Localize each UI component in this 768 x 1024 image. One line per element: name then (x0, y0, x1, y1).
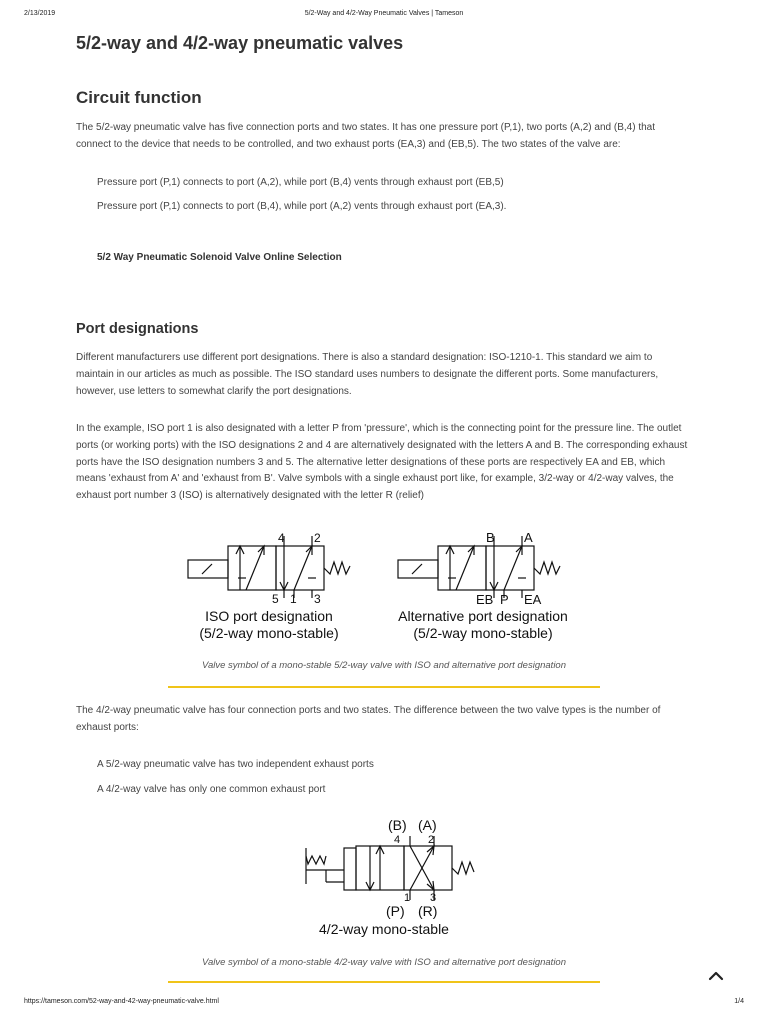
solenoid-actuator-icon (188, 560, 228, 578)
alt-top-port-a: A (524, 530, 533, 545)
exhaust-item: A 5/2-way pneumatic valve has two independent exhaust ports (97, 759, 374, 770)
section-heading-circuit: Circuit function (76, 88, 202, 107)
print-url: https://tameson.com/52-way-and-42-way-pneumatic-valve.html (24, 998, 219, 1005)
print-header (24, 10, 744, 22)
four-two-bottom-number-3: 3 (430, 892, 437, 904)
print-footer (24, 998, 744, 1010)
alternative-valve-symbol (398, 536, 560, 598)
state-item: Pressure port (P,1) connects to port (B,4), while port (A,2) vents through exhaust port (EA,3). (97, 201, 507, 212)
iso-bottom-port-3: 3 (314, 592, 321, 606)
ports-paragraph-1: Different manufacturers use different port designations. There is also a standard designation: ISO-1210-1. This standard we aim to maintain in our articles as much as possible. The ISO standard uses numbers to designate the different ports. Some manufacturers, however, use letters to somewhat clarify the port designations. (76, 352, 659, 397)
four-two-top-number-2: 2 (428, 834, 435, 846)
iso-bottom-port-5: 5 (272, 592, 279, 606)
four-two-bottom-number-1: 1 (404, 892, 411, 904)
exhaust-item: A 4/2-way valve has only one common exhaust port (97, 784, 326, 795)
spring-icon (324, 562, 350, 574)
iso-top-port-2: 2 (314, 531, 321, 545)
four-two-top-number-4: 4 (394, 834, 401, 846)
four-two-top-letter-b: (B) (388, 817, 407, 833)
alt-bottom-port-ea: EA (524, 592, 542, 607)
iso-figure-subtitle: (5/2-way mono-stable) (199, 625, 339, 641)
four-two-intro: The 4/2-way pneumatic valve has four connection ports and two states. The difference between the two valve types is the number of exhaust ports: (76, 705, 661, 733)
ports-paragraph-2: In the example, ISO port 1 is also designated with a letter P from 'pressure', which is the connecting point for the pressure line. The outlet ports (or working ports) with the ISO designations 2 and 4 are alternatively designated with the letters A and B. The corresponding exhaust ports have the ISO designation numbers 3 and 5. The alternative letter designations of these ports are respectively EA and EB, which means 'exhaust from A' and 'exhaust from B'. Valve symbols with a single exhaust port like, for example, 3/2-way or 4/2-way valves, the exhaust port number 3 (ISO) is alternatively designated with the letter R (relief) (76, 423, 688, 502)
iso-figure-title: ISO port designation (205, 608, 333, 624)
print-doc-title: 5/2-Way and 4/2-Way Pneumatic Valves | Tameson (304, 10, 464, 17)
caption-divider (168, 981, 600, 983)
figure-caption-4-2: Valve symbol of a mono-stable 4/2-way valve with ISO and alternative port designation (201, 957, 566, 968)
four-two-valve-symbol (306, 836, 474, 900)
four-two-figure-title: 4/2-way mono-stable (319, 921, 449, 937)
alt-figure-title: Alternative port designation (398, 608, 568, 624)
valve-symbol-5-2-figure (180, 528, 600, 648)
alt-figure-subtitle: (5/2-way mono-stable) (413, 625, 553, 641)
four-two-top-letter-a: (A) (418, 817, 437, 833)
chevron-up-icon (704, 964, 728, 988)
alt-bottom-port-p: P (500, 592, 509, 607)
manual-actuator-icon (306, 856, 326, 864)
iso-top-port-4: 4 (278, 531, 285, 545)
page-title: 5/2-way and 4/2-way pneumatic valves (76, 33, 404, 53)
solenoid-selection-link[interactable]: 5/2 Way Pneumatic Solenoid Valve Online Selection (97, 252, 342, 263)
page-number: 1/4 (734, 998, 744, 1005)
four-two-bottom-letter-r: (R) (418, 903, 438, 919)
four-two-bottom-letter-p: (P) (386, 903, 405, 919)
section-heading-ports: Port designations (76, 321, 199, 337)
spring-icon (452, 862, 474, 874)
alt-bottom-port-eb: EB (476, 592, 494, 607)
iso-bottom-port-1: 1 (290, 592, 297, 606)
iso-valve-symbol (188, 536, 350, 598)
scroll-to-top-button[interactable] (704, 964, 728, 988)
valve-symbol-4-2-figure (296, 812, 476, 942)
caption-divider (168, 686, 600, 688)
print-date: 2/13/2019 (24, 10, 56, 17)
alt-top-port-b: B (486, 530, 495, 545)
figure-caption-5-2: Valve symbol of a mono-stable 5/2-way valve with ISO and alternative port designation (201, 660, 566, 671)
circuit-intro: The 5/2-way pneumatic valve has five connection ports and two states. It has one pressure port (P,1), two ports (A,2) and (B,4) that connect to the device that needs to be controlled, and two exhaust ports (EA,3) and (EB,5). The two states of the valve are: (76, 122, 655, 150)
state-item: Pressure port (P,1) connects to port (A,2), while port (B,4) vents through exhaust port (EB,5) (97, 177, 504, 188)
